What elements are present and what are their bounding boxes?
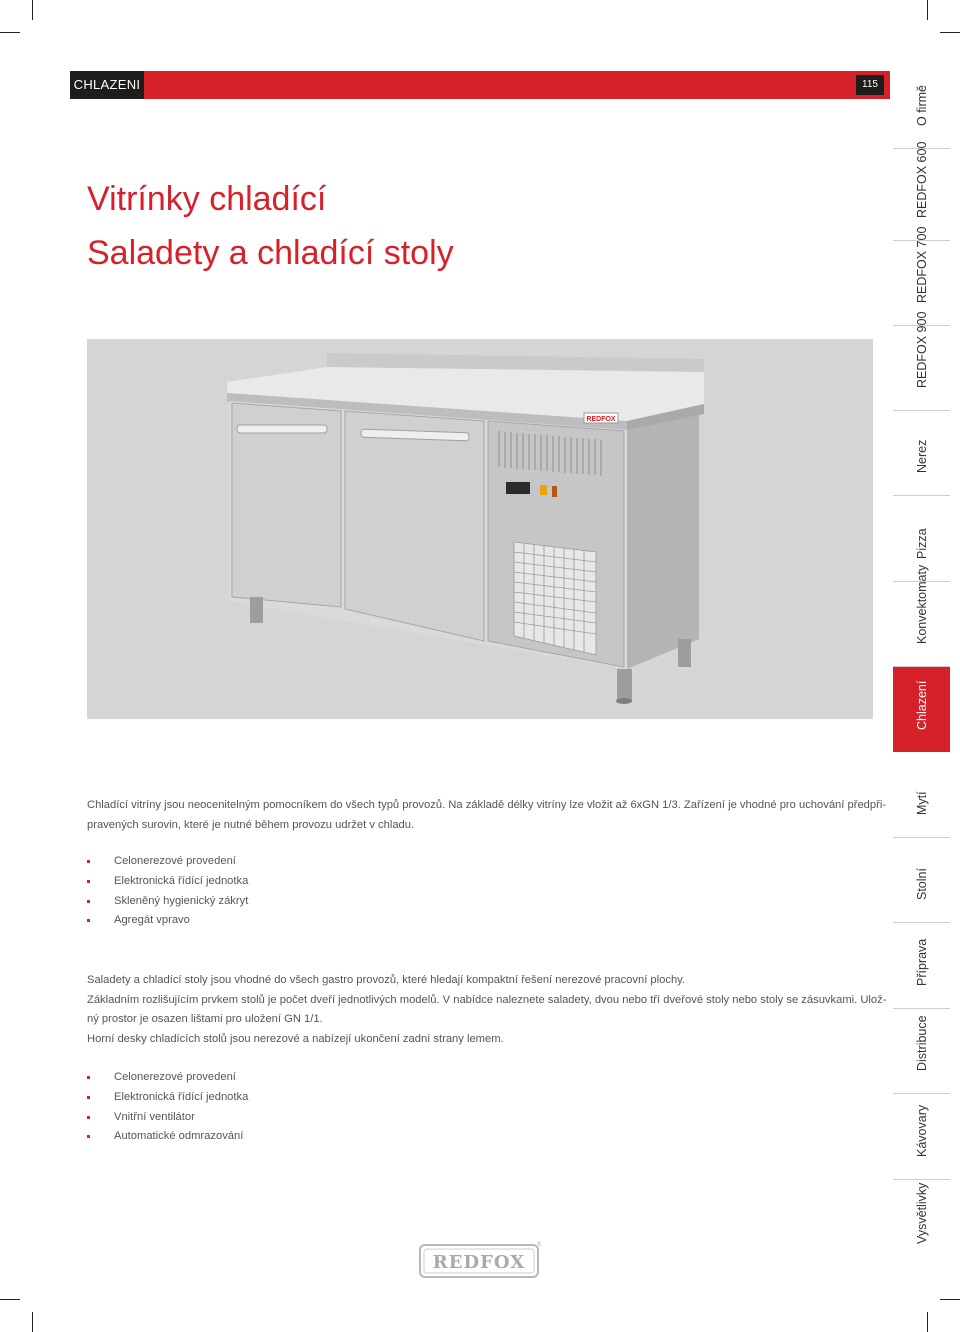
footer-logo — [419, 1241, 541, 1279]
registered-mark: ® — [537, 1242, 541, 1248]
side-nav-item-konvektomaty[interactable] — [893, 564, 950, 667]
side-nav-item-stolni[interactable] — [893, 838, 950, 923]
side-nav-label: Příprava — [914, 938, 929, 986]
list-item: Agregát vpravo — [87, 911, 248, 931]
feature-list-vitriny — [87, 852, 248, 931]
side-nav-item-nerez[interactable] — [893, 411, 950, 496]
side-nav-item-chlazeni[interactable] — [893, 667, 950, 752]
side-nav — [893, 71, 950, 1266]
side-nav-label: REDFOX 900 — [914, 311, 929, 388]
side-nav-label: Mytí — [914, 791, 929, 815]
list-item: Celonerezové provedení — [87, 852, 248, 872]
crop-mark — [0, 32, 20, 33]
description-line: ný prostor je osazen lištami pro uložení GN 1/1. — [87, 1013, 323, 1025]
crop-mark — [940, 1299, 960, 1300]
list-item: Automatické odmrazování — [87, 1127, 248, 1147]
side-nav-item-distribuce[interactable] — [893, 1009, 950, 1094]
side-nav-item-redfox-900[interactable] — [893, 311, 950, 411]
footer-logo-text: REDFOX — [432, 1252, 526, 1273]
side-nav-item-o-firme[interactable] — [893, 71, 950, 149]
crop-mark — [927, 1312, 928, 1332]
side-nav-label: Kávovary — [914, 1104, 929, 1157]
side-nav-label: REDFOX 700 — [914, 226, 929, 303]
side-nav-label: Chlazení — [914, 680, 929, 730]
side-nav-label: Konvektomaty — [914, 564, 929, 644]
list-item: Skleněný hygienický zákryt — [87, 892, 248, 912]
description-paragraph — [87, 971, 887, 1049]
side-nav-item-kavovary[interactable] — [893, 1094, 950, 1180]
crop-mark — [927, 0, 928, 20]
feature-list-saladety — [87, 1068, 248, 1147]
side-nav-label: REDFOX 600 — [914, 141, 929, 218]
side-nav-label: Distribuce — [914, 1015, 929, 1071]
intro-line: pravených surovin, které je nutné během provozu udržet v chladu. — [87, 818, 415, 831]
side-nav-label: Vysvětlivky — [914, 1182, 929, 1244]
list-item: Celonerezové provedení — [87, 1068, 248, 1088]
list-item: Vnitřní ventilátor — [87, 1108, 248, 1128]
description-line: Základním rozlišujícím prvkem stolů je počet dveří jednotlivých modelů. V nabídce naleznete saladety, dvou nebo tří dveřové stoly nebo stoly se zásuvkami. Ulož- — [87, 993, 887, 1006]
side-nav-item-myti[interactable] — [893, 752, 950, 838]
section-label: CHLAZENI — [70, 71, 144, 99]
crop-mark — [32, 0, 33, 20]
description-line: Horní desky chladících stolů jsou nerezové a nabízejí ukončení zadní strany lemem. — [87, 1032, 504, 1045]
intro-paragraph — [87, 796, 887, 835]
side-nav-label: Nerez — [914, 439, 929, 473]
page-number: 115 — [856, 75, 884, 95]
refrigerated-counter-illustration — [87, 339, 873, 719]
side-nav-item-priprava[interactable] — [893, 923, 950, 1009]
list-item: Elektronická řídící jednotka — [87, 872, 248, 892]
description-line: Saladety a chladící stoly jsou vhodné do všech gastro provozů, které hledají kompaktní řešení nerezové pracovní plochy. — [87, 974, 686, 986]
intro-line: Chladící vitríny jsou neocenitelným pomocníkem do všech typů provozů. Na základě délky vitríny lze vložit až 6xGN 1/3. Zařízení je vhodné pro uchování předpři- — [87, 799, 887, 811]
side-nav-label: Stolní — [914, 868, 929, 900]
counter-logo: REDFOX — [586, 416, 616, 423]
page-title: Vitrínky chladící — [87, 180, 327, 218]
page-subtitle: Saladety a chladící stoly — [87, 234, 454, 272]
side-nav-item-vysvetlivky[interactable] — [893, 1180, 950, 1266]
side-nav-label: O firmě — [914, 85, 929, 126]
crop-mark — [0, 1299, 20, 1300]
product-image — [87, 339, 873, 719]
side-nav-label: Pizza — [914, 528, 929, 559]
list-item: Elektronická řídící jednotka — [87, 1088, 248, 1108]
crop-mark — [940, 32, 960, 33]
crop-mark — [32, 1312, 33, 1332]
header-bar — [70, 71, 890, 99]
